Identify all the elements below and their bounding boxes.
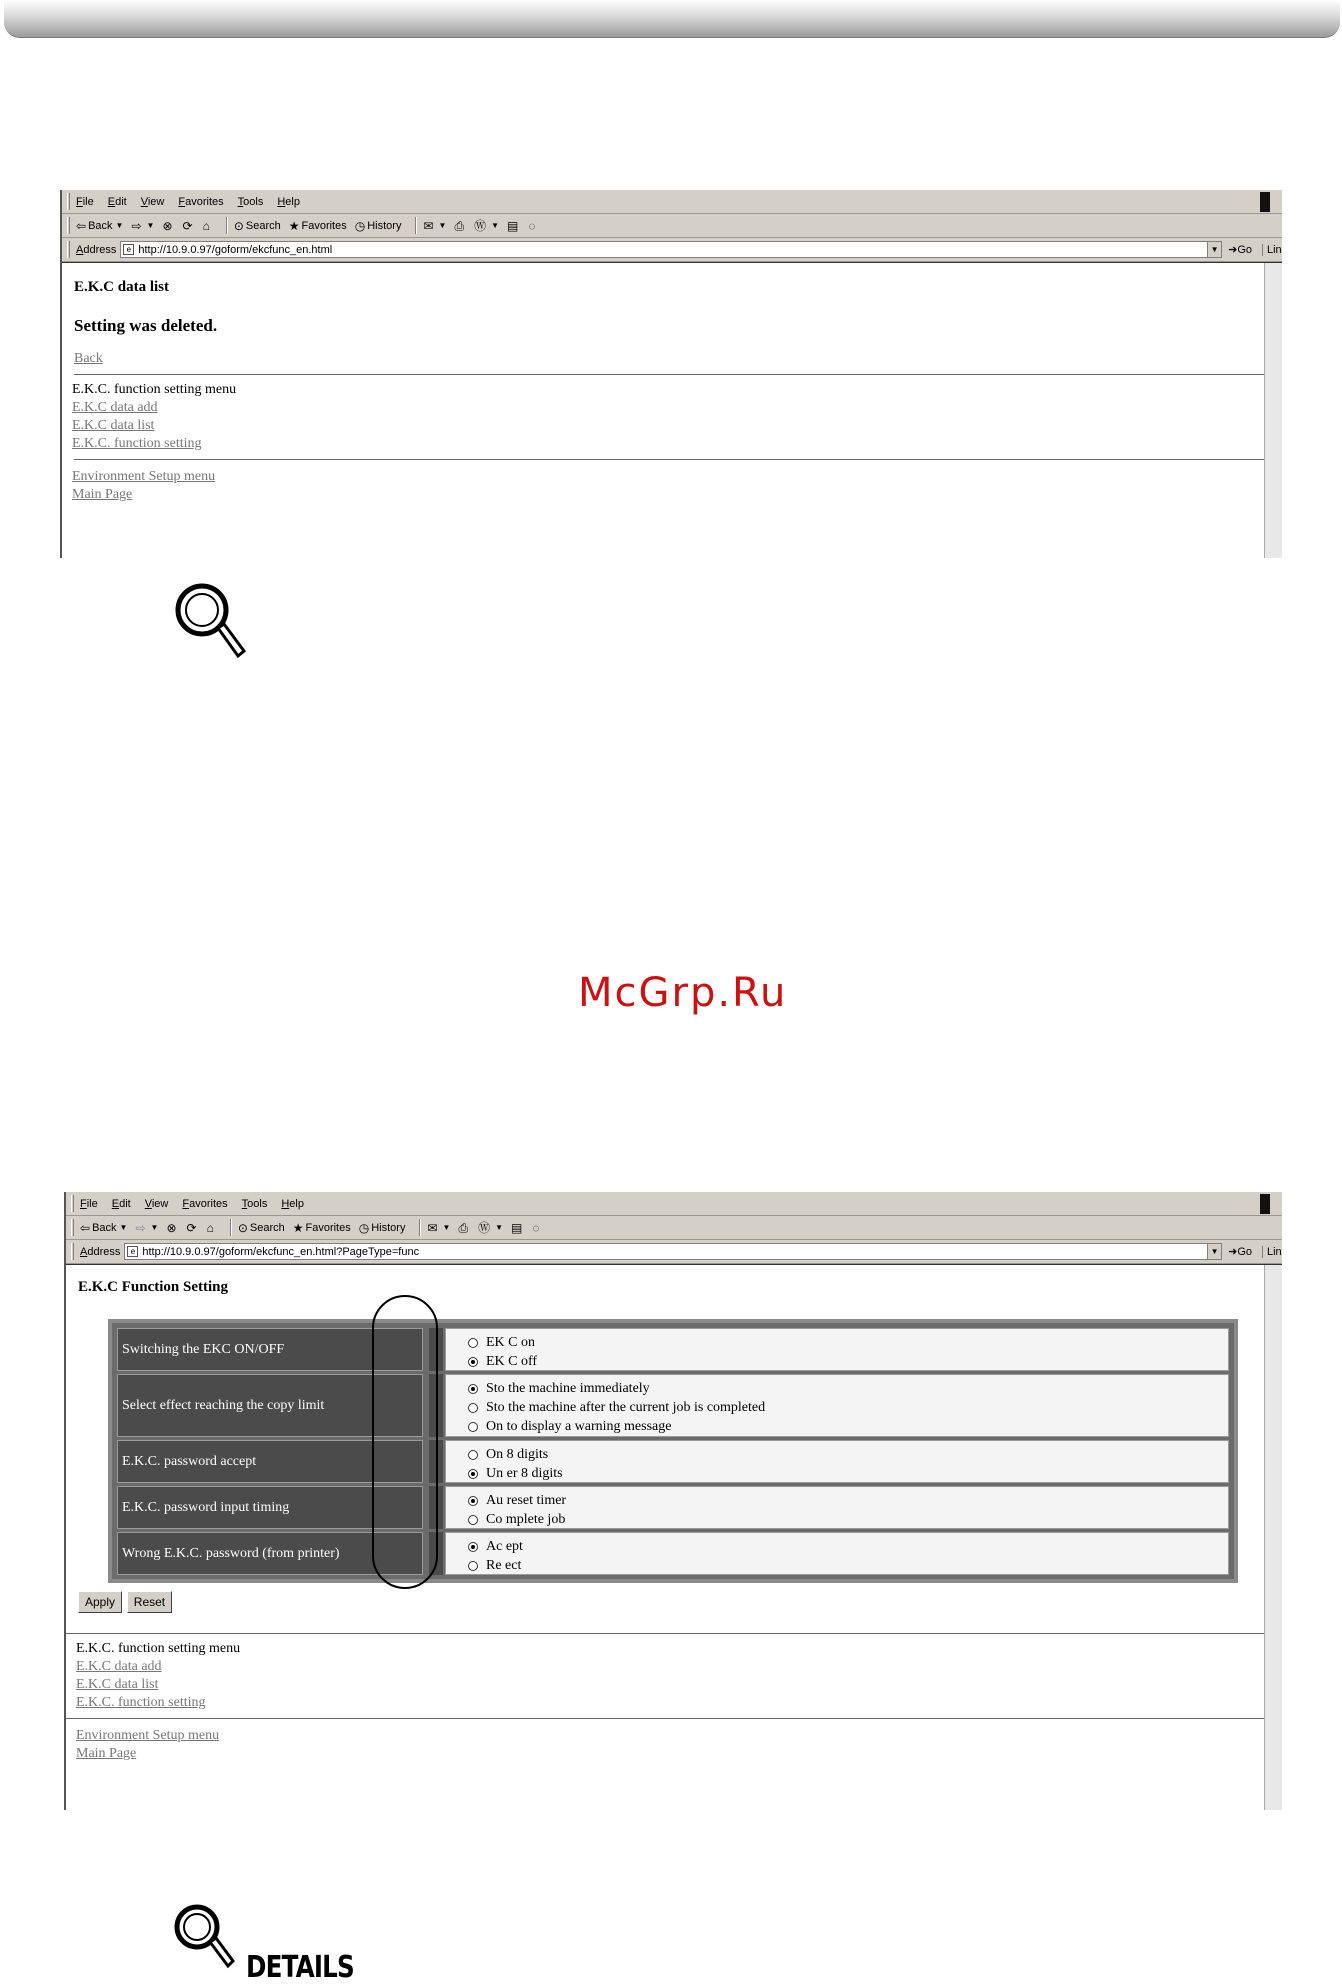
messenger-button[interactable]: [532, 1222, 541, 1234]
menu-view[interactable]: View: [144, 1197, 169, 1210]
separator: [415, 217, 417, 234]
menu-help[interactable]: Help: [281, 1197, 304, 1210]
url-text: http://10.9.0.97/goform/ekcfunc_en.html: [138, 243, 333, 256]
dropdown-icon: ▼: [150, 1223, 159, 1232]
page-footer-nav: [66, 1633, 1266, 1763]
radio-button-selected[interactable]: [468, 1469, 478, 1479]
dropdown-icon: ▼: [115, 221, 124, 230]
dropdown-icon: ▼: [491, 221, 499, 230]
document-icon: ▤: [511, 1220, 523, 1235]
home-icon: ⌂: [202, 218, 210, 233]
back-button[interactable]: ⇦ Back ▼: [80, 1220, 128, 1235]
links-button[interactable]: Lin: [1262, 244, 1282, 256]
toolbar-grip: [71, 1243, 74, 1260]
print-button[interactable]: [458, 1222, 470, 1234]
radio-button[interactable]: [468, 1422, 478, 1432]
radio-option[interactable]: Sto the machine after the current job is completed: [468, 1398, 1228, 1417]
radio-option[interactable]: Re ect: [468, 1556, 1228, 1575]
radio-button[interactable]: [468, 1338, 478, 1348]
link-ekc-data-list[interactable]: E.K.C data list: [72, 418, 155, 433]
menu-edit[interactable]: Edit: [107, 195, 127, 208]
address-dropdown-icon[interactable]: ▼: [1207, 242, 1221, 257]
menu-file[interactable]: File: [76, 195, 94, 208]
address-dropdown-icon[interactable]: ▼: [1207, 1244, 1221, 1259]
toolbar-grip: [71, 1219, 74, 1236]
setting-row-wrong-password: [117, 1532, 1229, 1575]
search-button[interactable]: ⊙ Search: [233, 218, 281, 233]
address-label: Address: [76, 243, 117, 256]
home-button[interactable]: [203, 220, 212, 232]
stop-icon: ⊗: [162, 218, 173, 233]
stop-icon: ⊗: [166, 1220, 177, 1235]
cell-spacer: [429, 1532, 443, 1575]
setting-label: E.K.C. password accept: [117, 1440, 423, 1483]
radio-option[interactable]: On to display a warning message: [468, 1417, 1228, 1436]
link-ekc-data-list[interactable]: E.K.C data list: [76, 1677, 159, 1692]
menu-favorites[interactable]: Favorites: [182, 1197, 228, 1210]
back-arrow-icon: ⇦: [80, 1220, 91, 1235]
menu-favorites[interactable]: Favorites: [178, 195, 224, 208]
toolbar-grip: [67, 241, 70, 258]
dropdown-icon: ▼: [119, 1223, 128, 1232]
radio-option[interactable]: Co mplete job: [468, 1510, 1228, 1529]
cell-spacer: [429, 1486, 443, 1529]
refresh-button[interactable]: [183, 220, 195, 232]
dropdown-icon: ▼: [146, 221, 155, 230]
radio-option[interactable]: Sto the machine immediately: [468, 1379, 1228, 1398]
print-icon: ⎙: [454, 218, 465, 233]
menu-heading: E.K.C. function setting menu: [76, 1641, 241, 1656]
url-text: http://10.9.0.97/goform/ekcfunc_en.html?PageType=func: [142, 1245, 420, 1258]
forward-button[interactable]: [135, 1222, 158, 1234]
radio-button[interactable]: [468, 1450, 478, 1460]
apply-button[interactable]: Apply: [78, 1591, 122, 1613]
search-button[interactable]: ⊙ Search: [237, 1220, 285, 1235]
details-heading: DETAILS: [246, 1950, 354, 1985]
link-main-page[interactable]: Main Page: [72, 487, 133, 502]
mail-icon: ✉: [423, 218, 434, 233]
page-header-bar: [4, 0, 1340, 38]
radio-button[interactable]: [468, 1515, 478, 1525]
forward-button[interactable]: [131, 220, 154, 232]
word-icon: Ⓦ: [474, 218, 487, 233]
chat-icon: ◌: [528, 218, 536, 233]
link-main-page[interactable]: Main Page: [76, 1746, 137, 1761]
function-settings-table: [108, 1319, 1238, 1583]
setting-row-copy-limit-effect: [117, 1374, 1229, 1437]
go-button[interactable]: ➜Go: [1228, 244, 1252, 256]
menu-heading: E.K.C. function setting menu: [72, 382, 237, 397]
setting-options: [445, 1532, 1229, 1575]
menu-bar: [62, 190, 1282, 214]
stop-button[interactable]: [166, 1222, 178, 1234]
browser-window-bottom: [64, 1192, 1282, 1810]
search-icon: ⊙: [233, 218, 244, 233]
mail-button[interactable]: [423, 220, 446, 232]
link-environment-setup[interactable]: Environment Setup menu: [76, 1728, 220, 1743]
print-button[interactable]: [454, 220, 466, 232]
setting-label: Select effect reaching the copy limit: [117, 1374, 423, 1437]
back-button[interactable]: ⇦ Back ▼: [76, 218, 124, 233]
magnifier-icon: [170, 578, 250, 668]
messenger-button[interactable]: [528, 220, 537, 232]
mail-icon: ✉: [427, 1220, 438, 1235]
link-ekc-function-setting[interactable]: E.K.C. function setting: [72, 436, 202, 451]
search-icon: ⊙: [237, 1220, 248, 1235]
setting-options: [445, 1374, 1229, 1437]
page-title: E.K.C data list: [74, 279, 170, 295]
page-content: [66, 1264, 1282, 1810]
toolbar-grip: [67, 217, 70, 234]
address-bar: [62, 238, 1282, 262]
setting-options: [445, 1328, 1229, 1371]
menu-help[interactable]: Help: [277, 195, 300, 208]
forward-arrow-icon: ⇨: [135, 1220, 146, 1235]
dropdown-icon: ▼: [442, 1223, 451, 1232]
radio-option[interactable]: Au reset timer: [468, 1491, 1228, 1510]
mail-button[interactable]: [427, 1222, 450, 1234]
discuss-button[interactable]: [511, 1222, 524, 1234]
menu-bar: [66, 1192, 1282, 1216]
favorites-button[interactable]: ★ Favorites: [292, 1220, 351, 1235]
address-input[interactable]: [124, 1243, 1222, 1260]
address-input[interactable]: [120, 241, 1222, 258]
print-icon: ⎙: [458, 1220, 469, 1235]
radio-button[interactable]: [468, 1561, 478, 1571]
setting-label: Switching the EKC ON/OFF: [117, 1328, 423, 1371]
back-arrow-icon: ⇦: [76, 218, 87, 233]
address-bar: [66, 1240, 1282, 1264]
reset-button[interactable]: Reset: [127, 1591, 172, 1613]
refresh-icon: ⟳: [182, 218, 193, 233]
menu-edit[interactable]: Edit: [111, 1197, 131, 1210]
dropdown-icon: ▼: [438, 221, 447, 230]
radio-button-selected[interactable]: [468, 1357, 478, 1367]
link-ekc-function-setting[interactable]: E.K.C. function setting: [76, 1695, 206, 1710]
document-icon: ▤: [507, 218, 519, 233]
links-button[interactable]: Lin: [1262, 1246, 1282, 1258]
setting-row-ekc-on-off: [117, 1328, 1229, 1371]
toolbar-grip: [71, 1195, 74, 1212]
menu-file[interactable]: File: [80, 1197, 98, 1210]
separator: [230, 1219, 232, 1236]
setting-options: [445, 1486, 1229, 1529]
throbber: [1260, 1194, 1270, 1214]
watermark: McGrp.Ru: [578, 970, 788, 1016]
radio-button[interactable]: [468, 1403, 478, 1413]
throbber: [1260, 192, 1270, 212]
setting-row-password-input-timing: [117, 1486, 1229, 1529]
separator: [226, 217, 228, 234]
go-button[interactable]: ➜Go: [1228, 1246, 1252, 1258]
edit-button[interactable]: [478, 1222, 503, 1234]
setting-options: [445, 1440, 1229, 1483]
radio-button-selected[interactable]: [468, 1496, 478, 1506]
page-icon: e: [123, 244, 134, 255]
discuss-button[interactable]: [507, 220, 520, 232]
browser-window-top: [60, 190, 1282, 558]
favorites-button[interactable]: ★ Favorites: [288, 218, 347, 233]
page-title: E.K.C Function Setting: [78, 1279, 229, 1295]
radio-option[interactable]: On 8 digits: [468, 1445, 1228, 1464]
standard-toolbar: [66, 1216, 1282, 1240]
word-icon: Ⓦ: [478, 1220, 491, 1235]
stop-button[interactable]: [162, 220, 174, 232]
page-icon: e: [127, 1246, 138, 1257]
link-environment-setup[interactable]: Environment Setup menu: [72, 469, 216, 484]
radio-button-selected[interactable]: [468, 1384, 478, 1394]
cell-spacer: [429, 1374, 443, 1437]
favorites-icon: ★: [288, 218, 300, 233]
back-link[interactable]: Back: [74, 351, 103, 366]
vertical-scrollbar[interactable]: [1264, 1265, 1282, 1810]
home-icon: ⌂: [206, 1220, 214, 1235]
history-icon: ◷: [358, 1220, 370, 1235]
menu-tools[interactable]: Tools: [241, 1197, 268, 1210]
history-button[interactable]: ◷ History: [358, 1220, 406, 1235]
vertical-scrollbar[interactable]: [1264, 263, 1282, 558]
refresh-icon: ⟳: [186, 1220, 197, 1235]
standard-toolbar: [62, 214, 1282, 238]
radio-option[interactable]: EK C off: [468, 1352, 1228, 1371]
home-button[interactable]: [207, 1222, 216, 1234]
dropdown-icon: ▼: [495, 1223, 503, 1232]
setting-label: E.K.C. password input timing: [117, 1486, 423, 1529]
menu-tools[interactable]: Tools: [237, 195, 264, 208]
toolbar-grip: [67, 193, 70, 210]
forward-arrow-icon: ⇨: [131, 218, 142, 233]
link-ekc-data-add[interactable]: E.K.C data add: [72, 400, 158, 415]
refresh-button[interactable]: [187, 1222, 199, 1234]
form-buttons: [78, 1591, 174, 1613]
history-button[interactable]: ◷ History: [354, 218, 402, 233]
magnifier-icon: [170, 1900, 238, 1980]
edit-button[interactable]: [474, 220, 499, 232]
setting-row-password-accept: [117, 1440, 1229, 1483]
history-icon: ◷: [354, 218, 366, 233]
page-content: [62, 262, 1282, 558]
link-ekc-data-add[interactable]: E.K.C data add: [76, 1659, 162, 1674]
cell-spacer: [429, 1328, 443, 1371]
setting-label: Wrong E.K.C. password (from printer): [117, 1532, 423, 1575]
radio-button-selected[interactable]: [468, 1542, 478, 1552]
chat-icon: ◌: [532, 1220, 540, 1235]
status-message: Setting was deleted.: [74, 316, 218, 335]
radio-option[interactable]: EK C on: [468, 1333, 1228, 1352]
radio-option[interactable]: Un er 8 digits: [468, 1464, 1228, 1483]
separator: [419, 1219, 421, 1236]
cell-spacer: [429, 1440, 443, 1483]
address-label: Address: [80, 1245, 121, 1258]
radio-option[interactable]: Ac ept: [468, 1537, 1228, 1556]
menu-view[interactable]: View: [140, 195, 165, 208]
favorites-icon: ★: [292, 1220, 304, 1235]
